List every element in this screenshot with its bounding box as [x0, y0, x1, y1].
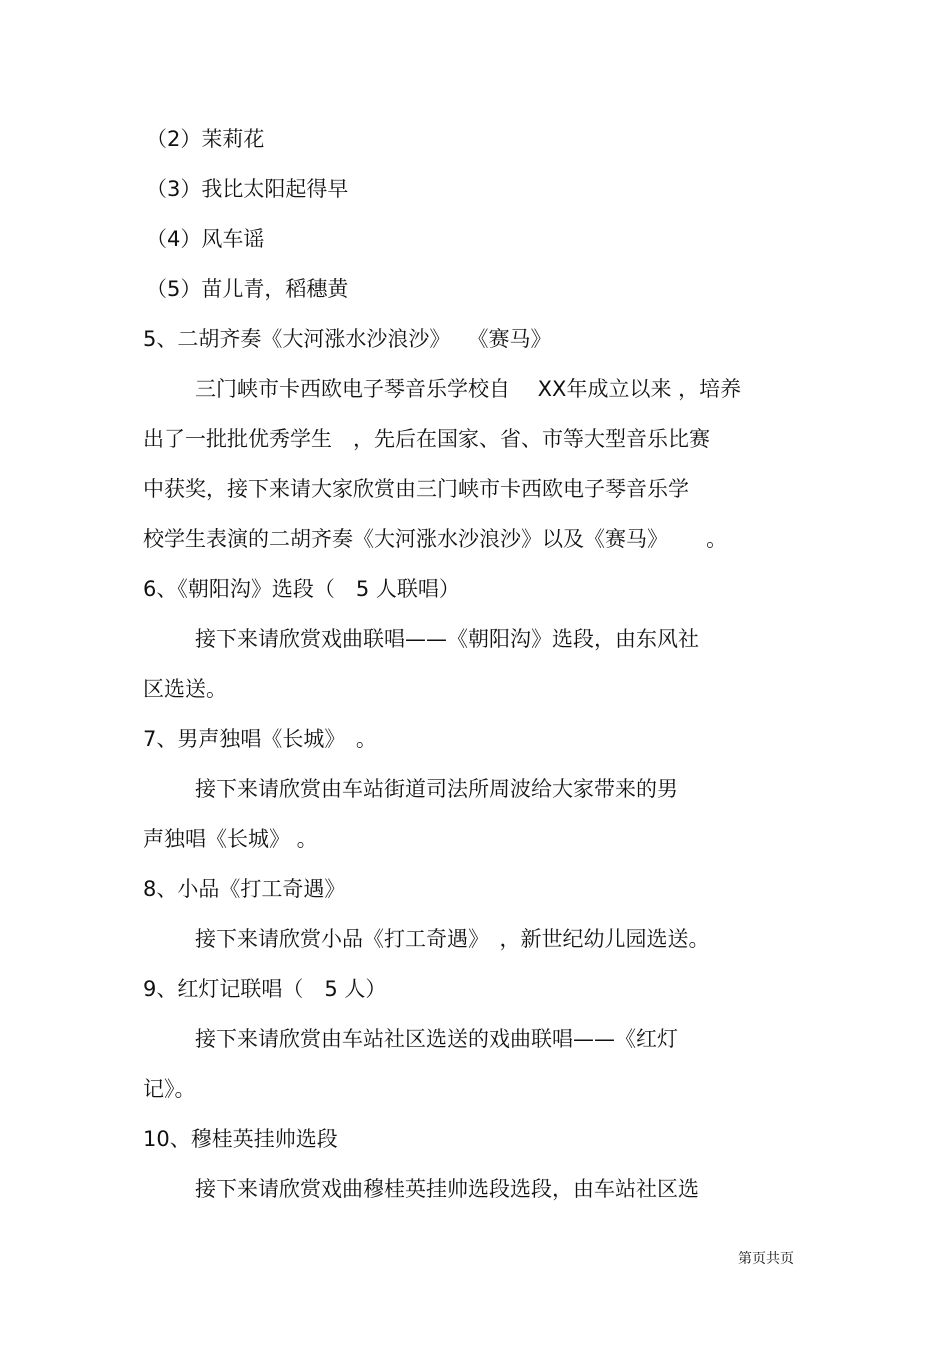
section-9-intro-line-1: 接下来请欣赏由车站社区选送的戏曲联唱——《红灯 [195, 1027, 678, 1051]
section-6-intro-line-2: 区选送。 [143, 677, 227, 701]
program-item-2-jasmine: （2）茉莉花 [146, 127, 265, 151]
section-6-intro-line-1: 接下来请欣赏戏曲联唱——《朝阳沟》选段，由东风社 [195, 627, 699, 651]
section-9-intro-line-2: 记》。 [143, 1077, 196, 1101]
section-7-intro-line-1: 接下来请欣赏由车站街道司法所周波给大家带来的男 [195, 777, 678, 801]
section-5-intro-line-3: 中获奖，接下来请大家欣赏由三门峡市卡西欧电子琴音乐学 [143, 477, 689, 501]
section-5-intro-line-2: 出了一批批优秀学生 ，先后在国家、省、市等大型音乐比赛 [143, 427, 710, 451]
section-10-heading: 10、穆桂英挂帅选段 [143, 1127, 338, 1151]
section-5-intro-line-4: 校学生表演的二胡齐奏《大河涨水沙浪沙》以及《赛马》 。 [143, 527, 728, 551]
section-8-heading: 8、小品《打工奇遇》 [143, 877, 346, 901]
program-item-5-seedlings: （5）苗儿青，稻穗黄 [146, 277, 349, 301]
program-item-3-early-riser: （3）我比太阳起得早 [146, 177, 349, 201]
section-7-heading: 7、男声独唱《长城》 。 [143, 727, 377, 751]
section-7-intro-line-2: 声独唱《长城》 。 [143, 827, 318, 851]
program-item-4-windmill: （4）风车谣 [146, 227, 265, 251]
section-5-intro-line-1: 三门峡市卡西欧电子琴音乐学校自 XX年成立以来 ，培养 [195, 377, 742, 401]
section-5-heading: 5、二胡齐奏《大河涨水沙浪沙》 《赛马》 [143, 327, 552, 351]
section-10-intro-line-1: 接下来请欣赏戏曲穆桂英挂帅选段选段，由车站社区选 [195, 1177, 699, 1201]
page-footer: 第页共页 [738, 1251, 794, 1267]
section-9-heading: 9、红灯记联唱（ 5 人） [143, 977, 387, 1001]
section-8-intro-line-1: 接下来请欣赏小品《打工奇遇》 ，新世纪幼儿园选送。 [195, 927, 710, 951]
section-6-heading: 6、《朝阳沟》选段（ 5 人联唱） [143, 577, 460, 601]
